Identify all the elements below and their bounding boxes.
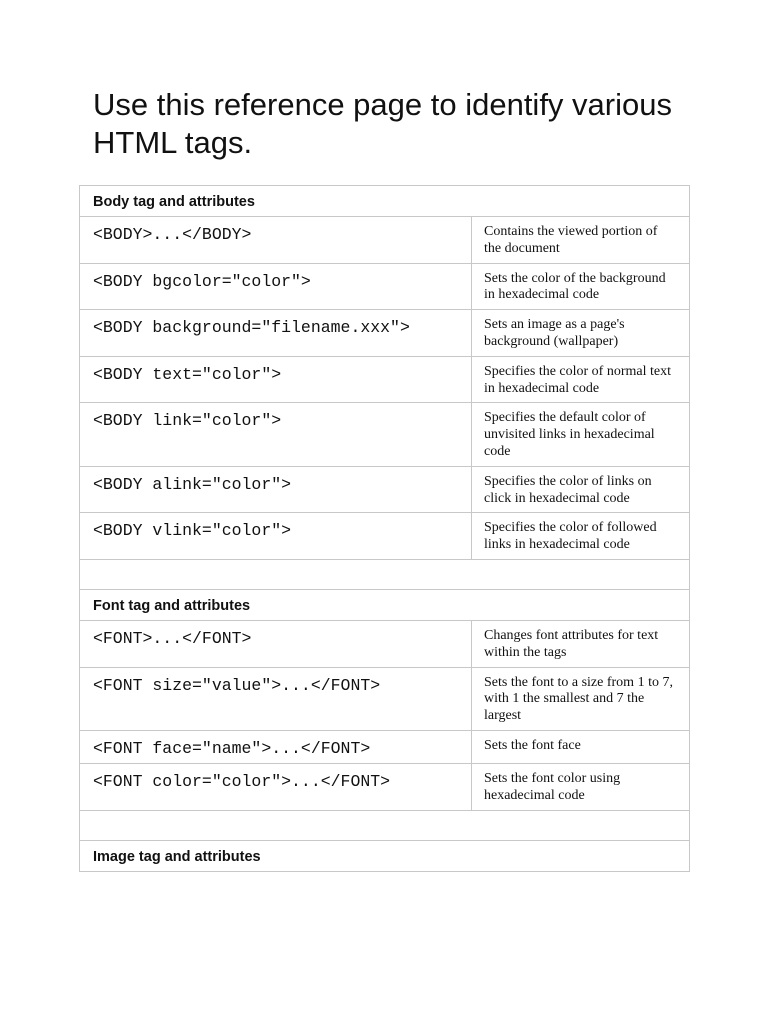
table-row	[80, 620, 690, 667]
section-header-row	[80, 589, 690, 620]
tag-code-cell: <FONT>...</FONT>	[80, 620, 472, 667]
table-row	[80, 263, 690, 310]
tag-description-cell: Specifies the default color of unvisited links in hexadecimal code	[472, 403, 690, 466]
table-row	[80, 513, 690, 560]
table-row	[80, 403, 690, 466]
tag-code-cell: <FONT face="name">...</FONT>	[80, 730, 472, 763]
tag-description-cell: Specifies the color of followed links in hexadecimal code	[472, 513, 690, 560]
section-header-row	[80, 840, 690, 871]
tag-description-cell: Specifies the color of links on click in hexadecimal code	[472, 466, 690, 513]
tag-code-cell: <BODY text="color">	[80, 356, 472, 403]
section-header-row	[80, 186, 690, 217]
tag-description-cell: Sets the font color using hexadecimal code	[472, 763, 690, 810]
tag-description-cell: Sets the font to a size from 1 to 7, with 1 the smallest and 7 the largest	[472, 667, 690, 730]
empty-cell	[80, 559, 690, 589]
tag-description-cell: Specifies the color of normal text in hexadecimal code	[472, 356, 690, 403]
tag-code-cell: <BODY link="color">	[80, 403, 472, 466]
tag-code-cell: <BODY>...</BODY>	[80, 217, 472, 264]
table-row	[80, 356, 690, 403]
tag-description-cell: Sets an image as a page's background (wallpaper)	[472, 310, 690, 357]
page-heading: Use this reference page to identify various HTML tags.	[93, 87, 672, 160]
table-row	[80, 730, 690, 763]
tag-code-cell: <BODY bgcolor="color">	[80, 263, 472, 310]
section-title: Body tag and attributes	[80, 186, 690, 217]
empty-cell	[80, 810, 690, 840]
tag-description-cell: Changes font attributes for text within the tags	[472, 620, 690, 667]
table-row	[80, 763, 690, 810]
tag-code-cell: <FONT size="value">...</FONT>	[80, 667, 472, 730]
spacer-row	[80, 810, 690, 840]
tag-description-cell: Sets the font face	[472, 730, 690, 763]
table-row	[80, 667, 690, 730]
reference-table-body	[80, 186, 690, 872]
spacer-row	[80, 559, 690, 589]
section-title: Font tag and attributes	[80, 589, 690, 620]
tag-code-cell: <BODY alink="color">	[80, 466, 472, 513]
table-row	[80, 310, 690, 357]
tag-code-cell: <FONT color="color">...</FONT>	[80, 763, 472, 810]
tag-description-cell: Sets the color of the background in hexadecimal code	[472, 263, 690, 310]
table-row	[80, 217, 690, 264]
html-reference-table	[79, 185, 690, 872]
section-title: Image tag and attributes	[80, 840, 690, 871]
tag-code-cell: <BODY background="filename.xxx">	[80, 310, 472, 357]
table-row	[80, 466, 690, 513]
tag-code-cell: <BODY vlink="color">	[80, 513, 472, 560]
tag-description-cell: Contains the viewed portion of the document	[472, 217, 690, 264]
